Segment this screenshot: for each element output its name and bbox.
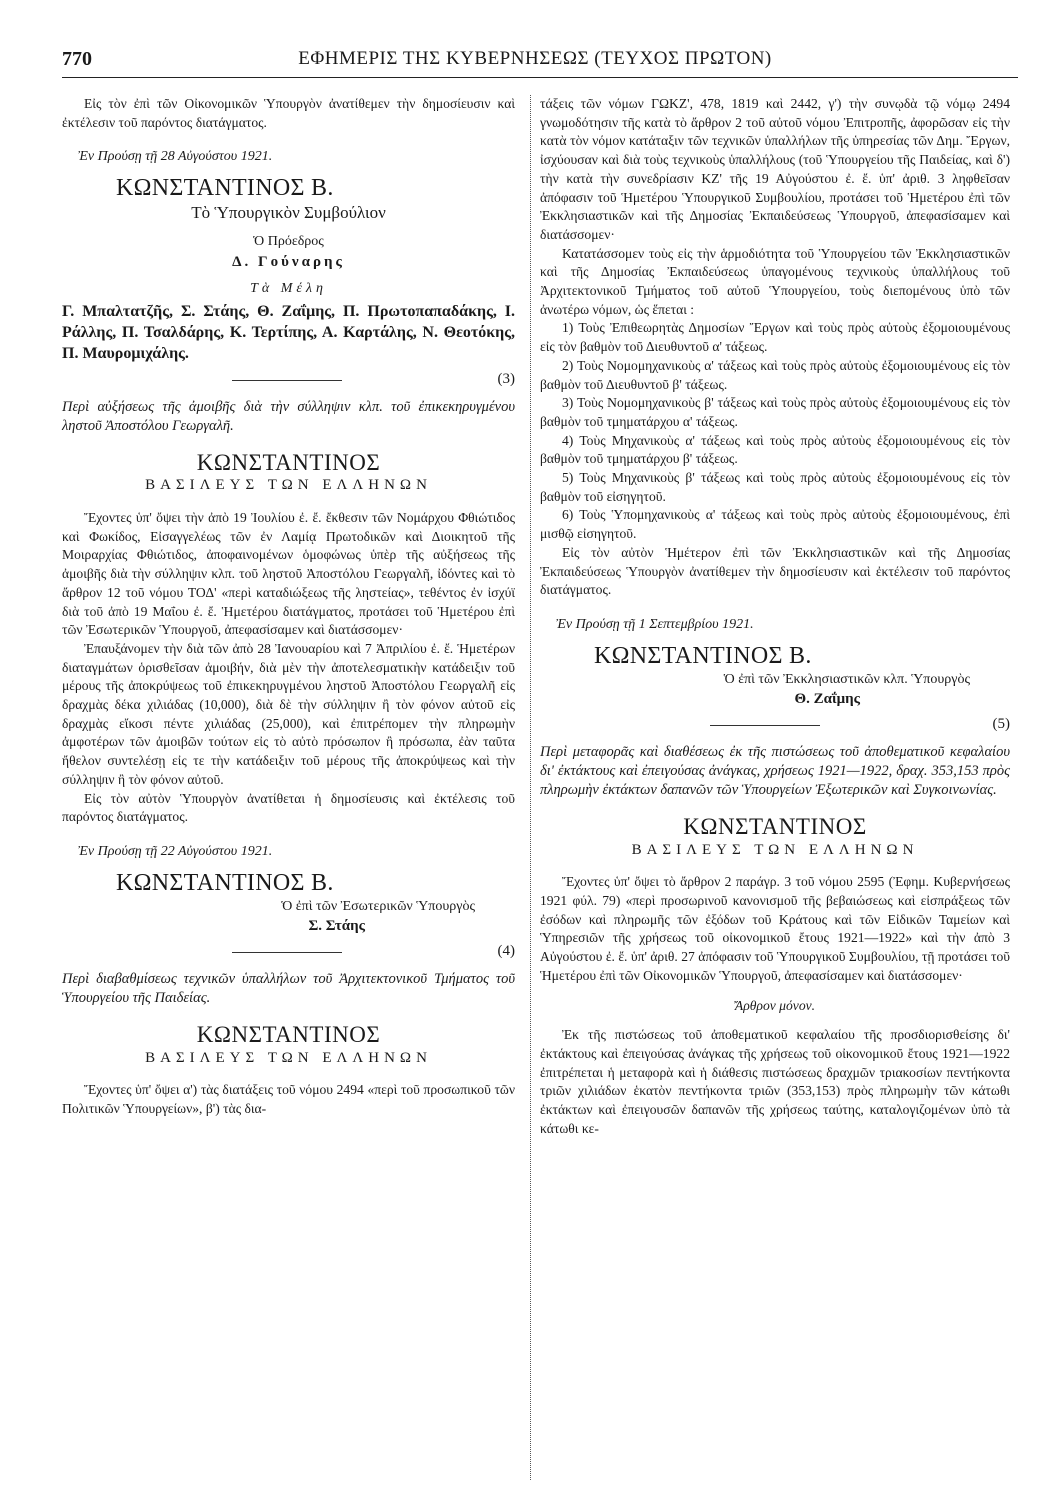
- separator-dash: [710, 725, 820, 726]
- list-item: 2) Τοὺς Νομομηχανικοὺς α' τάξεως καὶ τοὺς πρὸς αὐτοὺς ἐξομοιουμένους εἰς τὸν βαθμὸν τοῦ Διευθυντοῦ β' τάξεως.: [540, 357, 1010, 392]
- list-item: 1) Τοὺς Ἐπιθεωρητὰς Δημοσίων Ἔργων καὶ τοὺς πρὸς αὐτοὺς ἐξομοιουμένους εἰς τὸν βαθμὸν τοῦ Διευθυντοῦ α' τάξεως.: [540, 320, 1010, 355]
- decree-number-3: (3): [497, 370, 515, 387]
- decree4-paragraph-continued: τάξεις τῶν νόμων ΓΩΚΖ', 478, 1819 καὶ 2442, γ') τὴν συνῳδὰ τῷ νόμῳ 2494 γνωμοδότησιν τῆς κατὰ τὸ ἄρθρον 2 τοῦ αὐτοῦ νόμου Ἐπιτροπῆς, ἀφορῶσαν εἰς τὴν κατὰ τὸν νόμον κατάταξιν τῶν τεχνικῶν ὑπαλλήλων τῆς ὑπηρεσίας τῶν Δημ. Ἔργων, ἰσχύουσαν καὶ διὰ τοὺς τεχνικοὺς ὑπαλλήλους (τοῦ Ὑπουργείου τῆς Παιδείας, καὶ δ') τὴν κατὰ τὴν συνεδρίασιν ΚΖ' τῆς 19 Αὐγούστου ἐ. ἔ. ὑπ' ἀριθ. 3 ληφθεῖσαν ἀπόφασιν τοῦ Ἡμετέρου Ὑπουργικοῦ Συμβουλίου, προτάσει τοῦ Ἡμετέρου ἐπὶ τῶν Ἐκκλησιαστικῶν καὶ τῆς Δημοσίας Ἐκπαιδεύσεως Ὑπουργοῦ, ἀπεφασίσαμεν καὶ διατάσσομεν·: [540, 96, 1010, 242]
- decree3-paragraph-3: Εἰς τὸν αὐτὸν Ὑπουργὸν ἀνατίθεται ἡ δημοσίευσις καὶ ἐκτέλεσις τοῦ παρόντος διατάγματος.: [62, 790, 515, 825]
- king-subheading-6: ΒΑΣΙΛΕΥΣ ΤΩΝ ΕΛΛΗΝΩΝ: [631, 841, 919, 858]
- page-header: [62, 46, 1008, 76]
- king-heading-2: ΚΩΝΣΤΑΝΤΙΝΟΣ: [196, 449, 381, 475]
- running-title: ΕΦΗΜΕΡΙΣ ΤΗΣ ΚΥΒΕΡΝΗΣΕΩΣ (ΤΕΥΧΟΣ ΠΡΩΤΟΝ): [298, 48, 772, 69]
- decree-separator-3: [62, 370, 515, 392]
- decree-separator-5: [540, 715, 1010, 737]
- king-heading-6: ΚΩΝΣΤΑΝΤΙΝΟΣ: [683, 813, 867, 839]
- date-line-1: Ἐν Προύσῃ τῇ 28 Αὐγούστου 1921.: [78, 149, 273, 165]
- minister-role-2: Ὁ ἐπὶ τῶν Ἐσωτερικῶν Ὑπουργὸς: [281, 899, 475, 915]
- right-column: [540, 95, 1010, 1138]
- separator-dash: [232, 952, 342, 953]
- left-column: [62, 95, 515, 1119]
- decree3-paragraph-1: Ἔχοντες ὑπ' ὄψει τὴν ἀπὸ 19 Ἰουλίου ἐ. ἔ. ἔκθεσιν τῶν Νομάρχου Φθιώτιδος καὶ Φωκίδος, Εἰσαγγελέως τῶν ἐν Λαμίᾳ Πρωτοδικῶν καὶ Διοικητοῦ τῆς Μοιραρχίας Φθιώτιδος, ἀποφαινομένων ὁμοφώνως ὑπὲρ τῆς αὐξήσεως τῆς ἀμοιβῆς διὰ τὴν σύλληψιν κλπ. τοῦ ληστοῦ Ἀποστόλου Γεωργαλῆ, ἰδόντες καὶ τὸ ἄρθρον 12 τοῦ νόμου ΤΟΔ' «περὶ καταδιώξεως τῆς ληστείας», τεθέντος ἐν ἰσχύϊ διὰ τοῦ ἀπὸ 19 Μαΐου ἐ. ἔ. Ἡμετέρου διατάγματος, προτάσει τοῦ Ἡμετέρου ἐπὶ τῶν Ἐσωτερικῶν Ὑπουργοῦ, ἀπεφασίσαμεν καὶ διατάσσομεν·: [62, 510, 515, 638]
- header-rule: [62, 77, 1018, 78]
- president-role: Ὁ Πρόεδρος: [253, 233, 324, 249]
- members-label: Τὰ Μέλη: [250, 280, 327, 296]
- king-heading-4: ΚΩΝΣΤΑΝΤΙΝΟΣ: [196, 1021, 381, 1047]
- minister-name-2: Σ. Στάης: [308, 918, 365, 935]
- decree4-paragraph-3: Εἰς τὸν αὐτὸν Ἡμέτερον ἐπὶ τῶν Ἐκκλησιαστικῶν καὶ τῆς Δημοσίας Ἐκπαιδεύσεως Ὑπουργὸν ἀνατίθεμεν τὴν δημοσίευσιν καὶ ἐκτέλεσιν τοῦ παρόντος διατάγματος.: [540, 544, 1010, 598]
- decree-separator-4: [62, 942, 515, 964]
- king-subheading-2: ΒΑΣΙΛΕΥΣ ΤΩΝ ΕΛΛΗΝΩΝ: [145, 477, 432, 494]
- decree-title-5: Περὶ μεταφορᾶς καὶ διαθέσεως ἐκ τῆς πιστώσεως τοῦ ἀποθεματικοῦ κεφαλαίου δι' ἐκτάκτους καὶ ἐπειγούσας ἀνάγκας, χρήσεως 1921—1922, δραχ. 353,153 πρὸς πληρωμὴν ἐκτάκτων δαπανῶν τῶν Ὑπουργείων Ἐξωτερικῶν καὶ Συγκοινωνίας.: [540, 743, 1010, 798]
- king-signature-5: ΚΩΝΣΤΑΝΤΙΝΟΣ Β.: [594, 642, 812, 669]
- column-divider: [530, 95, 531, 1480]
- date-line-2: Ἐν Προύσῃ τῇ 22 Αὐγούστου 1921.: [78, 843, 273, 859]
- king-signature-3: ΚΩΝΣΤΑΝΤΙΝΟΣ Β.: [116, 869, 334, 896]
- president-name: Δ. Γούναρης: [232, 254, 345, 271]
- members-list: Γ. Μπαλτατζῆς, Σ. Στάης, Θ. Ζαΐμης, Π. Πρωτοπαπαδάκης, Ι. Ράλλης, Π. Τσαλδάρης, Κ. Τερτίπης, Α. Καρτάλης, Ν. Θεοτόκης, Π. Μαυρομιχάλης.: [62, 302, 515, 362]
- list-item: 5) Τοὺς Μηχανικοὺς β' τάξεως καὶ τοὺς πρὸς αὐτοὺς ἐξομοιουμένους εἰς τὸν βαθμὸν τοῦ εἰσηγητοῦ.: [540, 470, 1010, 504]
- decree4-paragraph-1: Ἔχοντες ὑπ' ὄψει α') τὰς διατάξεις τοῦ νόμου 2494 «περὶ τοῦ προσωπικοῦ τῶν Πολιτικῶν Ὑπουργείων», β') τὰς δια-: [62, 1082, 515, 1116]
- page-number: 770: [62, 48, 92, 70]
- article-title: Ἄρθρον μόνον.: [734, 998, 816, 1014]
- decree3-paragraph-2: Ἐπαυξάνομεν τὴν διὰ τῶν ἀπὸ 28 Ἰανουαρίου καὶ 7 Ἀπριλίου ἐ. ἔ. Ἡμετέρων διαταγμάτων ὁρισθεῖσαν ἀμοιβήν, διὰ μὲν τὴν ἀποτελεσματικὴν κατάδειξιν τοῦ μέρους τῆς ἀποκρύψεως τοῦ ἐπικεκηρυγμένου ληστοῦ Ἀποστόλου Γεωργαλῆ εἰς δραχμὰς δέκα χιλιάδας (10,000), διὰ δὲ τὴν σύλληψιν ἢ τὸν φόνον αὐτοῦ εἰς δραχμὰς εἴκοσι πέντε χιλιάδας (25,000), καὶ ἐπιτρέπομεν τὴν πληρωμὴν ἀμφοτέρων τῶν ἀμοιβῶν τούτων εἰς τὸ αὐτὸ πρόσωπον ἢ πρόσωπα, ἐὰν ταῦτα ἤθελον συντελέσῃ εἰς τε τὴν κατάδειξιν τοῦ μέρους τῆς ἀποκρύψεως καὶ τὴν σύλληψιν ἢ τὸν φόνον αὐτοῦ.: [62, 640, 515, 787]
- minister-role-3: Ὁ ἐπὶ τῶν Ἐκκλησιαστικῶν κλπ. Ὑπουργὸς: [723, 672, 970, 688]
- date-line-3: Ἐν Προύσῃ τῇ 1 Σεπτεμβρίου 1921.: [556, 616, 754, 632]
- separator-dash: [232, 380, 342, 381]
- list-item: 3) Τοὺς Νομομηχανικοὺς β' τάξεως καὶ τοὺς πρὸς αὐτοὺς ἐξομοιουμένους εἰς τὸν βαθμὸν τοῦ τμηματάρχου α' τάξεως.: [540, 395, 1010, 429]
- decree-number-4: (4): [497, 942, 515, 959]
- list-item: 4) Τοὺς Μηχανικοὺς α' τάξεως καὶ τοὺς πρὸς αὐτοὺς ἐξομοιουμένους εἰς τὸν βαθμὸν τοῦ τμηματάρχου β' τάξεως.: [540, 432, 1010, 467]
- decree-title-4: Περὶ διαβαθμίσεως τεχνικῶν ὑπαλλήλων τοῦ Ἀρχιτεκτονικοῦ Τμήματος τοῦ Ὑπουργείου τῆς Παιδείας.: [62, 970, 515, 1006]
- decree4-paragraph-2: Κατατάσσομεν τοὺς εἰς τὴν ἁρμοδιότητα τοῦ Ὑπουργείου τῶν Ἐκκλησιαστικῶν καὶ τῆς Δημοσίας Ἐκπαιδεύσεως ὑπαγομένους τεχνικοὺς ὑπαλλήλους τοῦ Ἀρχιτεκτονικοῦ Τμήματος τοῦ αὐτοῦ Ὑπουργείου, τοὺς διεπομένους ὑπὸ τῶν ἀνωτέρω νόμων, ὡς ἕπεται :: [540, 245, 1010, 317]
- intro-paragraph: Εἰς τὸν ἐπὶ τῶν Οἰκονομικῶν Ὑπουργὸν ἀνατίθεμεν τὴν δημοσίευσιν καὶ ἐκτέλεσιν τοῦ παρόντος διατάγματος.: [62, 96, 515, 130]
- decree-title-3: Περὶ αὐξήσεως τῆς ἀμοιβῆς διὰ τὴν σύλληψιν κλπ. τοῦ ἐπικεκηρυγμένου ληστοῦ Ἀποστόλου Γεωργαλῆ.: [62, 398, 515, 434]
- minister-name-3: Θ. Ζαΐμης: [794, 691, 860, 708]
- decree-number-5: (5): [992, 715, 1010, 732]
- king-subheading-4: ΒΑΣΙΛΕΥΣ ΤΩΝ ΕΛΛΗΝΩΝ: [145, 1049, 432, 1066]
- decree5-paragraph-2: Ἐκ τῆς πιστώσεως τοῦ ἀποθεματικοῦ κεφαλαίου τῆς προσδιορισθείσης δι' ἐκτάκτους καὶ ἐπειγούσας ἀνάγκας τῆς χρήσεως τοῦ οἰκονομικοῦ ἔτους 1921—1922 ἐπιτρέπεται ἡ μεταφορὰ καὶ ἡ διάθεσις πιστώσεως δραχμῶν τριακοσίων πεντήκοντα τριῶν χιλιάδων ἑκατὸν πεντήκοντα τριῶν (353,153) πρὸς πληρωμὴν τῶν κάτωθι ἐκτάκτων καὶ ἐπειγουσῶν δαπανῶν τῆς χρήσεως ταύτης, καταλογιζομένων ὑπὸ τὰ κάτωθι κε-: [540, 1027, 1010, 1136]
- decree5-paragraph-1: Ἔχοντες ὑπ' ὄψει τὸ ἄρθρον 2 παράγρ. 3 τοῦ νόμου 2595 (Ἐφημ. Κυβερνήσεως 1921 φύλ. 79) «περὶ προσωρινοῦ κανονισμοῦ τῆς βεβαιώσεως καὶ εἰσπράξεως τῶν ἐσόδων καὶ πληρωμῆς τῶν ἐξόδων τοῦ Κράτους καὶ τῶν Εἰδικῶν Ταμείων καὶ Ὑπηρεσιῶν τῆς χρήσεως τοῦ οἰκονομικοῦ ἔτους 1921—1922» καὶ τὴν ἀπὸ 3 Αὐγούστου ἐ. ἔ. ὑπ' ἀριθ. 27 ἀπόφασιν τοῦ Ὑπουργικοῦ Συμβουλίου, τῇ προτάσει τοῦ Ἡμετέρου ἐπὶ τῶν Οἰκονομικῶν Ὑπουργοῦ, ἀπεφασίσαμεν καὶ διατάσσομεν·: [540, 874, 1010, 983]
- council-heading: Τὸ Ὑπουργικὸν Συμβούλιον: [191, 202, 386, 222]
- king-signature-1: ΚΩΝΣΤΑΝΤΙΝΟΣ Β.: [116, 175, 334, 202]
- list-item: 6) Τοὺς Ὑπομηχανικοὺς α' τάξεως καὶ τοὺς πρὸς αὐτοὺς ἐξομοιουμένους, ἐπὶ μισθῷ εἰσηγητοῦ.: [540, 507, 1010, 542]
